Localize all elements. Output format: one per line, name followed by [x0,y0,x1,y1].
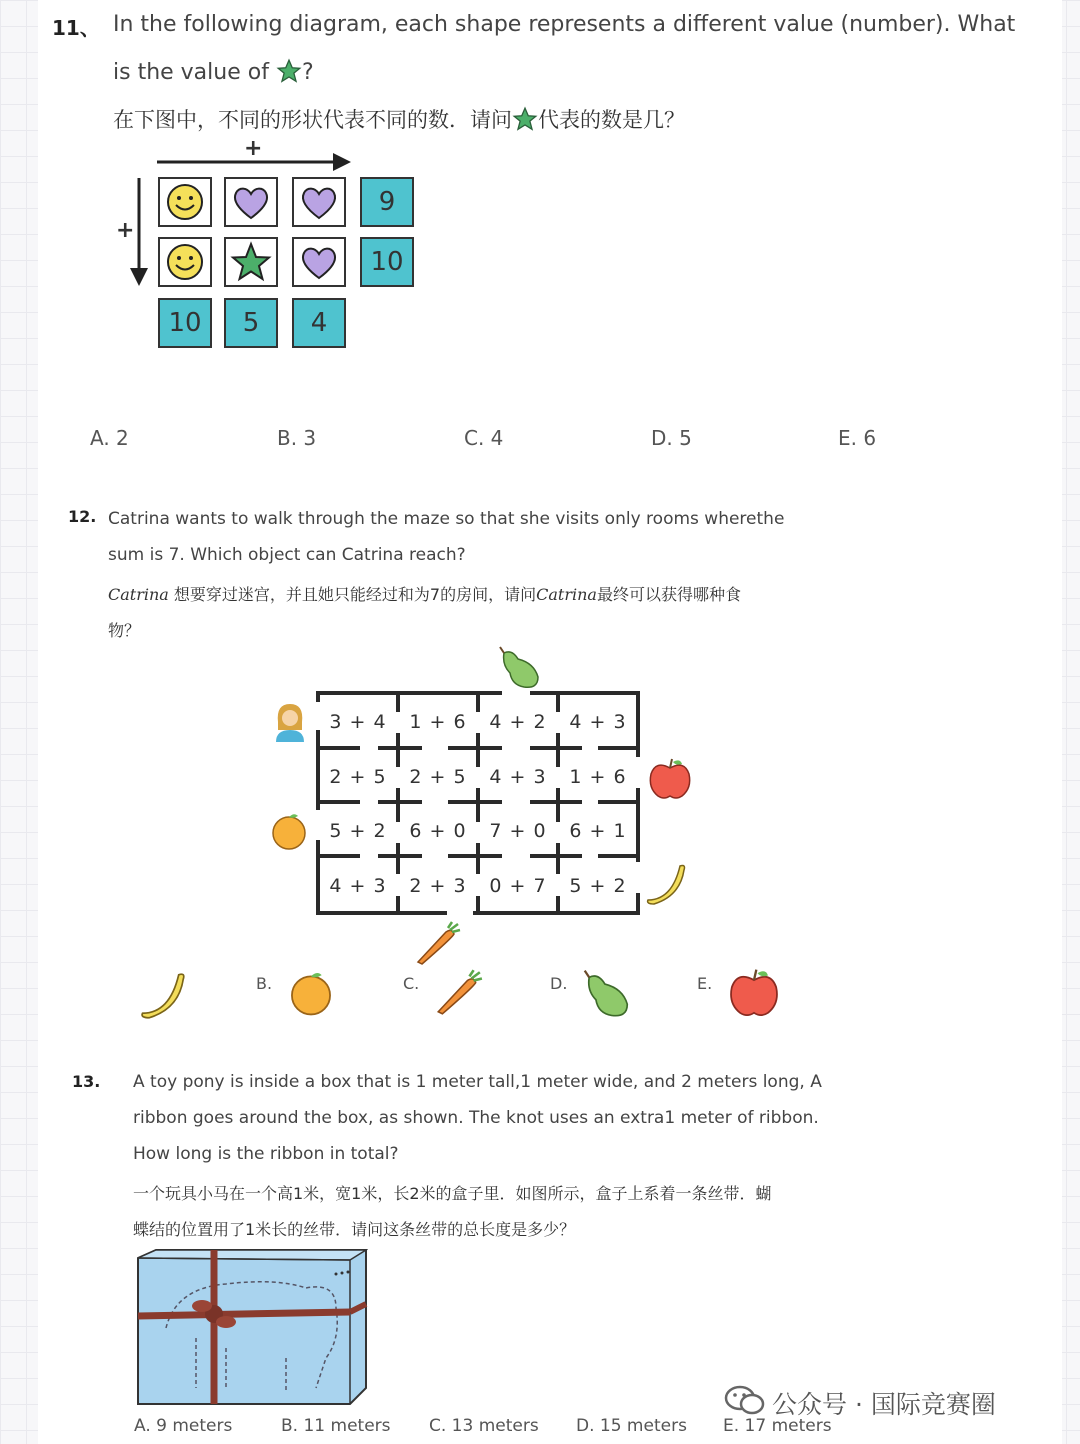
watermark: 公众号 · 国际竞赛圈 [772,1390,996,1419]
girl-icon [270,700,310,744]
q12-question-line1: Catrina wants to walk through the maze so that she visits only rooms wherethe [108,509,785,529]
q13-question-line3: How long is the ribbon in total? [133,1144,399,1164]
q11-question-line1: In the following diagram, each shape represents a different value (number). What [113,12,1016,37]
apple-icon [646,756,694,802]
maze-cell: 6 + 0 [409,820,467,842]
maze-cell: 5 + 2 [329,820,387,842]
q11-number: 11、 [52,16,100,40]
q11-option-e[interactable]: E. 6 [838,426,877,450]
q13-question-cn1: 一个玩具小马在一个高1米，宽1米，长2米的盒子里．如图所示，盒子上系着一条丝带．蝴 [133,1184,772,1203]
maze-cell: 2 + 5 [409,766,467,788]
maze-cell: 2 + 3 [409,875,467,897]
heart-icon [226,179,276,225]
q13-option-a[interactable]: A. 9 meters [134,1416,233,1436]
apple-icon[interactable] [726,966,782,1020]
banana-icon[interactable] [138,968,190,1020]
grid-cell-star [224,237,278,287]
q12-option-d-label[interactable]: D. [550,974,568,993]
q11-question-line2 [113,58,314,85]
plus-sign-horizontal: + [244,136,263,161]
q11-option-b[interactable]: B. 3 [277,426,317,450]
maze-cell: 2 + 5 [329,766,387,788]
carrot-icon [412,920,462,966]
maze-cell: 5 + 2 [569,875,627,897]
q12-question-line2: sum is 7. Which object can Catrina reach? [108,545,466,565]
maze-cell: 3 + 4 [329,711,387,733]
maze-cell: 0 + 7 [489,875,547,897]
maze-cell: 6 + 1 [569,820,627,842]
row-sum-1: 9 [360,177,414,227]
maze-cell: 4 + 3 [569,711,627,733]
smiley-icon [160,239,210,285]
q12-question-cn [108,582,741,605]
q11-option-d[interactable]: D. 5 [651,426,692,450]
maze-cell: 4 + 3 [489,766,547,788]
grid-cell-heart [292,237,346,287]
banana-icon [644,860,690,906]
pear-icon [494,645,544,689]
maze-cell: 4 + 2 [489,711,547,733]
q12-option-e-label[interactable]: E. [697,974,713,993]
heart-icon [294,239,344,285]
q13-option-d[interactable]: D. 15 meters [576,1416,687,1436]
orange-icon [268,810,310,852]
q12-cn-name: Catrina [108,585,169,604]
grid-cell-smiley [158,237,212,287]
q13-option-e[interactable]: E. 17 meters [723,1416,832,1436]
q12-cn-mid: 想要穿过迷宫，并且她只能经过和为7的房间，请问 [173,585,537,604]
grid-cell-smiley [158,177,212,227]
q12-number: 12. [68,507,97,526]
orange-icon[interactable] [286,968,336,1018]
q13-number: 13. [72,1072,101,1091]
q12-question-cn-line2: 物？ [108,621,141,640]
heart-icon [294,179,344,225]
q13-option-b[interactable]: B. 11 meters [281,1416,391,1436]
q11-line2-post: ? [301,60,314,85]
star-icon [512,106,538,132]
right-arrow-icon [155,150,355,174]
q12-option-b-label[interactable]: B. [256,974,273,993]
q13-option-c[interactable]: C. 13 meters [429,1416,539,1436]
col-sum-3: 4 [292,298,346,348]
q13-question-line1: A toy pony is inside a box that is 1 meter tall,1 meter wide, and 2 meters long, A [133,1072,822,1092]
grid-cell-heart [292,177,346,227]
maze-cell: 1 + 6 [569,766,627,788]
box-with-ribbon-illustration [136,1248,368,1408]
carrot-icon[interactable] [432,966,484,1018]
row-sum-2: 10 [360,237,414,287]
down-arrow-icon [126,176,152,290]
col-sum-2: 5 [224,298,278,348]
q11-question-cn [113,104,685,134]
pear-icon[interactable] [578,968,634,1018]
star-icon [276,58,302,84]
q13-question-line2: ribbon goes around the box, as shown. The knot uses an extra1 meter of ribbon. [133,1108,819,1128]
star-icon [226,239,276,285]
q11-line2-pre: is the value of [113,60,269,85]
q13-question-cn2: 蝶结的位置用了1米长的丝带．请问这条丝带的总长度是多少？ [133,1220,576,1239]
q11-cn-post: 代表的数是几？ [538,108,685,132]
col-sum-1: 10 [158,298,212,348]
plus-sign-vertical: + [116,218,135,243]
wechat-icon [724,1384,766,1416]
maze-cell: 4 + 3 [329,875,387,897]
q11-option-c[interactable]: C. 4 [464,426,504,450]
q12-option-c-label[interactable]: C. [403,974,420,993]
maze-cell: 7 + 0 [489,820,547,842]
q11-cn-pre: 在下图中，不同的形状代表不同的数．请问 [113,108,512,132]
grid-cell-heart [224,177,278,227]
q11-option-a[interactable]: A. 2 [90,426,129,450]
maze-cell: 1 + 6 [409,711,467,733]
q12-cn-name2: Catrina [536,585,597,604]
q12-cn-end: 最终可以获得哪种食 [596,585,741,604]
smiley-icon [160,179,210,225]
